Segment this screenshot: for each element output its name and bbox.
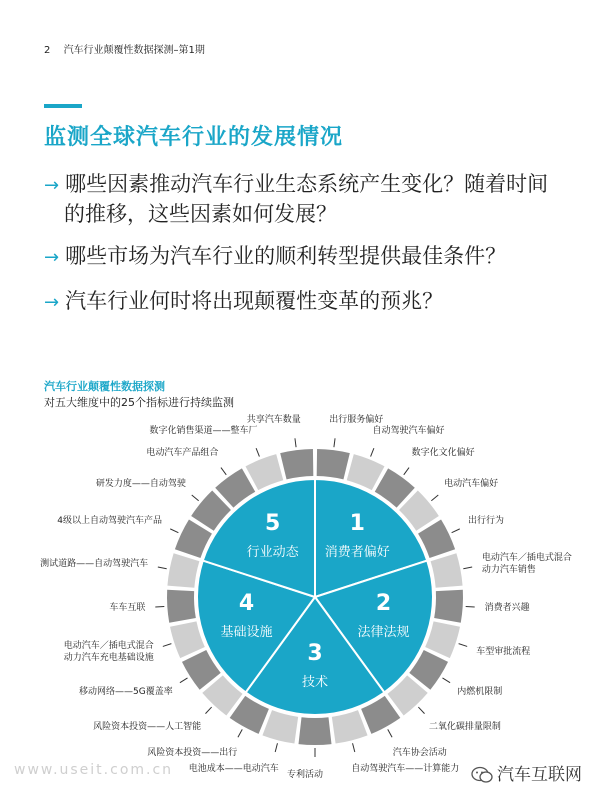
indicator-block [434,590,463,623]
indicator-block [332,710,368,743]
leader-line [388,729,392,737]
leader-line [170,529,178,533]
indicator-label: 汽车协会活动 [392,747,447,758]
indicator-label: 出行行为 [468,516,505,527]
indicator-block [167,553,199,587]
arrow-icon: → [44,175,60,196]
leader-line [442,678,450,683]
leader-line [275,743,277,752]
header-text: 汽车行业颠覆性数据探测–第1期 [63,45,205,56]
leader-line [256,448,259,456]
segment-number: 4 [238,591,255,617]
indicator-label: 风险资本投资——人工智能 [93,721,202,732]
indicator-label: 测试道路——自动驾驶汽车 [40,558,149,569]
page-number: 2 [44,45,51,56]
watermark: www.useit.com.cn [14,762,174,778]
segment-name: 技术 [301,675,328,690]
leader-line [452,529,460,533]
leader-line [463,567,472,569]
leader-line [431,495,438,501]
segment-number: 1 [349,510,365,536]
leader-line [238,729,242,737]
leader-line [205,707,211,714]
leader-line [466,606,475,607]
arrow-icon: → [44,292,60,313]
indicator-label: 研发力度——自动驾驶 [95,478,186,489]
leader-line [418,707,424,714]
question-2-text: 哪些市场为汽车行业的顺利转型提供最佳条件？ [65,244,507,268]
segment-name: 行业动态 [246,544,299,560]
wechat-icon [471,766,493,784]
indicator-label: 二氧化碳排量限制 [428,721,501,732]
leader-line [295,438,296,447]
segment-name: 法律法规 [357,625,410,641]
indicator-block [425,621,460,658]
indicator-label: 车型审批流程 [476,647,531,657]
indicator-label: 电动汽车偏好 [444,478,499,489]
leader-line [155,606,164,607]
leader-line [163,644,172,647]
indicator-block [431,553,463,587]
indicator-label: 车车互联 [109,603,146,614]
leader-line [371,448,374,456]
arrow-icon: → [44,247,60,268]
indicator-block [280,449,313,479]
leader-line [459,644,468,647]
question-3-text: 汽车行业何时将出现颠覆性变革的预兆？ [65,289,444,313]
indicator-block [299,717,332,745]
indicator-label: 电动汽车／插电式混合动力汽车销售 [481,552,572,575]
question-1-line-1: 哪些因素推动汽车行业生态系统产生变化？随着时间 [65,172,549,196]
leader-line [334,438,335,447]
indicator-label: 自动驾驶汽车偏好 [372,426,445,437]
indicator-label: 数字化文化偏好 [411,447,475,458]
indicator-label: 自动驾驶汽车——计算能力 [351,764,460,775]
indicator-label: 移动网络——5G覆盖率 [79,687,173,698]
indicator-label: 数字化销售渠道——整车厂 [149,426,258,437]
leader-line [404,468,409,475]
indicator-block [170,621,205,658]
leader-line [353,743,355,752]
segment-number: 5 [265,510,281,536]
segment-name: 消费者偏好 [324,544,390,560]
segment-name: 基础设施 [220,625,273,641]
indicator-label: 电动汽车产品组合 [146,447,219,458]
indicator-label: 电池成本——电动汽车 [188,764,279,775]
brand-text: 汽车互联网 [497,765,582,785]
segment-number: 2 [375,591,392,617]
indicator-block [317,449,350,479]
indicator-label: 电动汽车／插电式混合动力汽车充电基础设施 [63,641,154,663]
indicator-label: 风险资本投资——出行 [147,747,238,758]
leader-line [221,468,226,475]
leader-line [192,495,199,501]
indicator-block [262,710,298,743]
indicator-label: 4级以上自动驾驶汽车产品 [57,516,162,527]
leader-line [158,567,167,569]
diagram-subtitle: 对五大维度中的25个指标进行持续监测 [44,396,234,409]
indicator-label: 专利活动 [287,770,324,780]
leader-line [180,678,188,683]
indicator-label: 共享汽车数量 [246,415,301,426]
diagram-title: 汽车行业颠覆性数据探测 [44,380,165,393]
indicator-block [167,590,196,623]
indicator-label: 内燃机限制 [457,687,503,698]
question-1-line-2: 的推移，这些因素如何发展？ [64,202,337,226]
indicator-label: 出行服务偏好 [329,415,384,426]
segment-number: 3 [307,641,323,666]
page-title: 监测全球汽车行业的发展情况 [44,125,344,150]
indicator-label: 消费者兴趣 [484,603,530,614]
brand [471,760,582,785]
